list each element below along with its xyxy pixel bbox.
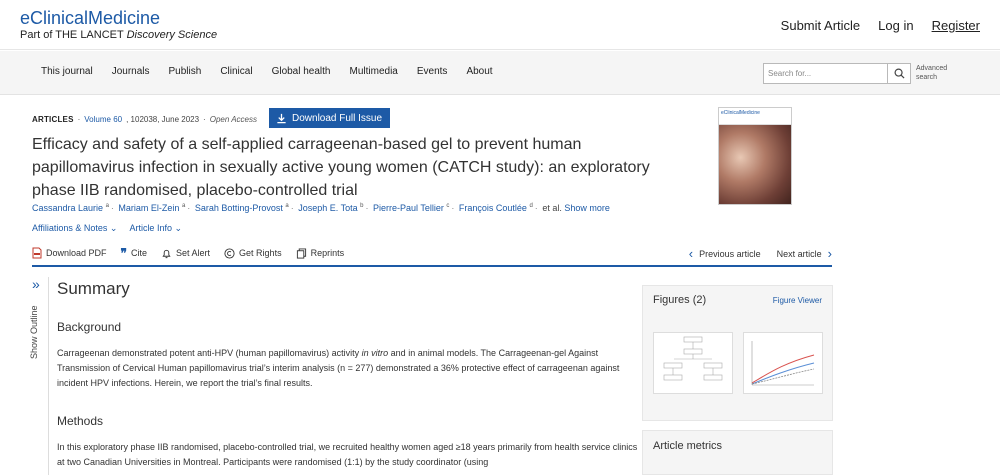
article-title: Efficacy and safety of a self-applied carrageenan-based gel to prevent human papillomavirus infection in sexually active young women (CATCH study): an exploratory phase IIB randomised, placebo-controlled trial	[32, 136, 650, 199]
register-link[interactable]: Register	[931, 18, 980, 33]
chevron-left-icon[interactable]: ‹	[688, 246, 694, 261]
download-pdf-button[interactable]	[32, 247, 107, 259]
search-icon	[894, 68, 905, 79]
article-meta	[32, 115, 257, 124]
cite-label: Cite	[131, 248, 148, 258]
meta-separator: ·	[77, 115, 81, 124]
figure-thumbnail[interactable]	[743, 332, 823, 394]
background-text-2: and in animal models. The Carrageenan-gel Against Transmission of Cervical Human papillomavirus trial’s interim analysis (n = 277) demonstrated a 36% protective effect of carrageenan against incident HPV infections. Herein, we report the trial’s final results.	[57, 348, 620, 388]
author-link[interactable]: Cassandra Laurie	[32, 203, 104, 213]
author-affiliation-mark: b	[360, 203, 364, 209]
outline-panel[interactable]	[29, 277, 49, 475]
get-rights-button[interactable]	[224, 248, 282, 259]
copyright-icon	[224, 248, 235, 259]
author-link[interactable]: Mariam El-Zein	[118, 203, 180, 213]
author-affiliation-mark: c	[446, 203, 450, 209]
quote-icon: ❞	[120, 246, 127, 260]
figures-panel	[642, 285, 833, 421]
author-link[interactable]: Sarah Botting-Provost	[194, 203, 283, 213]
nav-items	[41, 66, 493, 77]
author-affiliation-mark: a	[105, 203, 109, 209]
cover-photo	[719, 125, 791, 205]
meta-separator: ·	[203, 115, 206, 124]
set-alert-label: Set Alert	[176, 248, 211, 258]
search-input[interactable]: Search for...	[763, 63, 911, 84]
nav-item-global-health[interactable]: Global health	[271, 66, 331, 77]
affiliations-toggle[interactable]	[32, 223, 117, 234]
show-outline-label[interactable]: Show Outline	[29, 305, 39, 359]
figure-viewer-link[interactable]: Figure Viewer	[772, 296, 822, 305]
cite-button[interactable]	[121, 246, 147, 260]
download-full-issue-label: Download Full Issue	[292, 112, 383, 124]
open-access-label: Open Access	[209, 115, 257, 124]
submit-article-link[interactable]: Submit Article	[780, 18, 861, 33]
methods-paragraph: In this exploratory phase IIB randomised, placebo-controlled trial, we recruited healthy women aged ≥18 years primarily from health service clinics at two Canadian Universities in Montreal. Participants were randomised (1:1) by the study coordinator (using	[57, 442, 638, 467]
double-chevron-right-icon[interactable]: »	[32, 276, 40, 292]
nav-item-events[interactable]: Events	[416, 66, 448, 77]
show-more-authors-button[interactable]: Show more	[564, 203, 610, 213]
author-list	[32, 203, 610, 213]
reprints-icon	[296, 248, 307, 259]
nav-item-about[interactable]: About	[466, 66, 493, 77]
main-navigation	[0, 51, 1000, 95]
nav-item-this-journal[interactable]: This journal	[41, 66, 93, 77]
author-affiliation-mark: a	[285, 203, 289, 209]
chevron-down-icon: ⌄	[109, 223, 118, 233]
article-toolbar	[32, 246, 344, 260]
get-rights-label: Get Rights	[239, 248, 282, 258]
reprints-label: Reprints	[310, 248, 345, 258]
author-separator: ·	[110, 203, 114, 213]
affiliation-row	[32, 223, 182, 234]
author-link[interactable]: Pierre-Paul Tellier	[372, 203, 444, 213]
journal-logo[interactable]: eClinicalMedicine	[20, 8, 161, 28]
article-info-toggle[interactable]	[129, 223, 182, 234]
flowchart-thumbnail	[654, 333, 732, 393]
account-links	[781, 18, 980, 33]
background-text-italic: in vitro	[361, 348, 389, 358]
figure-thumbnail[interactable]	[653, 332, 733, 394]
next-article-link[interactable]: Next article	[776, 248, 822, 259]
chevron-down-icon: ⌄	[174, 223, 183, 233]
reprints-button[interactable]	[296, 248, 345, 259]
set-alert-button[interactable]	[161, 248, 210, 259]
article-metrics-panel[interactable]	[642, 430, 833, 475]
pdf-icon	[32, 247, 42, 259]
affiliations-label: Affiliations & Notes	[32, 223, 108, 233]
toolbar-divider	[32, 265, 832, 267]
author-affiliation-mark: d	[529, 203, 533, 209]
nav-item-multimedia[interactable]: Multimedia	[349, 66, 398, 77]
journal-cover-image[interactable]	[718, 107, 792, 205]
bell-icon	[161, 248, 172, 259]
author-separator: ·	[187, 203, 191, 213]
author-separator: ·	[365, 203, 369, 213]
author-link[interactable]: Joseph E. Tota	[298, 203, 358, 213]
article-pagination	[689, 246, 832, 261]
nav-item-publish[interactable]: Publish	[168, 66, 202, 77]
login-link[interactable]: Log in	[878, 18, 914, 33]
author-affiliation-mark: a	[181, 203, 186, 209]
previous-article-link[interactable]: Previous article	[699, 248, 761, 259]
volume-details: , 102038, June 2023	[126, 115, 200, 124]
summary-heading: Summary	[57, 279, 130, 298]
background-heading: Background	[57, 320, 122, 334]
search-button[interactable]	[887, 63, 911, 84]
methods-heading: Methods	[57, 414, 104, 428]
article-info-label: Article Info	[129, 223, 172, 233]
download-pdf-label: Download PDF	[46, 248, 107, 258]
article-type: ARTICLES	[32, 115, 74, 124]
cover-title: eClinicalMedicine	[719, 108, 791, 125]
authors-etal: et al.	[542, 203, 562, 213]
author-separator: ·	[451, 203, 455, 213]
journal-parent-suffix: Discovery Science	[126, 29, 218, 41]
article-metrics-title: Article metrics	[653, 440, 723, 452]
site-header	[0, 0, 1000, 50]
figures-title: Figures (2)	[653, 294, 707, 306]
journal-parent: Part of THE LANCET	[20, 29, 124, 41]
download-icon	[276, 113, 287, 124]
background-text-1: Carrageenan demonstrated potent anti-HPV (human papillomavirus) activity	[57, 348, 362, 358]
nav-item-clinical[interactable]: Clinical	[220, 66, 253, 77]
download-full-issue-button[interactable]	[269, 108, 390, 128]
chevron-right-icon[interactable]: ›	[827, 246, 832, 261]
author-separator: ·	[534, 203, 538, 213]
author-separator: ·	[290, 203, 294, 213]
author-link[interactable]: François Coutlée	[458, 203, 527, 213]
curve-chart-thumbnail	[744, 333, 822, 393]
advanced-search-link[interactable]: Advanced search	[916, 65, 948, 81]
background-paragraph	[57, 346, 647, 391]
journal-subtitle	[20, 29, 217, 41]
volume-link[interactable]: Volume 60	[84, 115, 123, 124]
nav-item-journals[interactable]: Journals	[111, 66, 150, 77]
